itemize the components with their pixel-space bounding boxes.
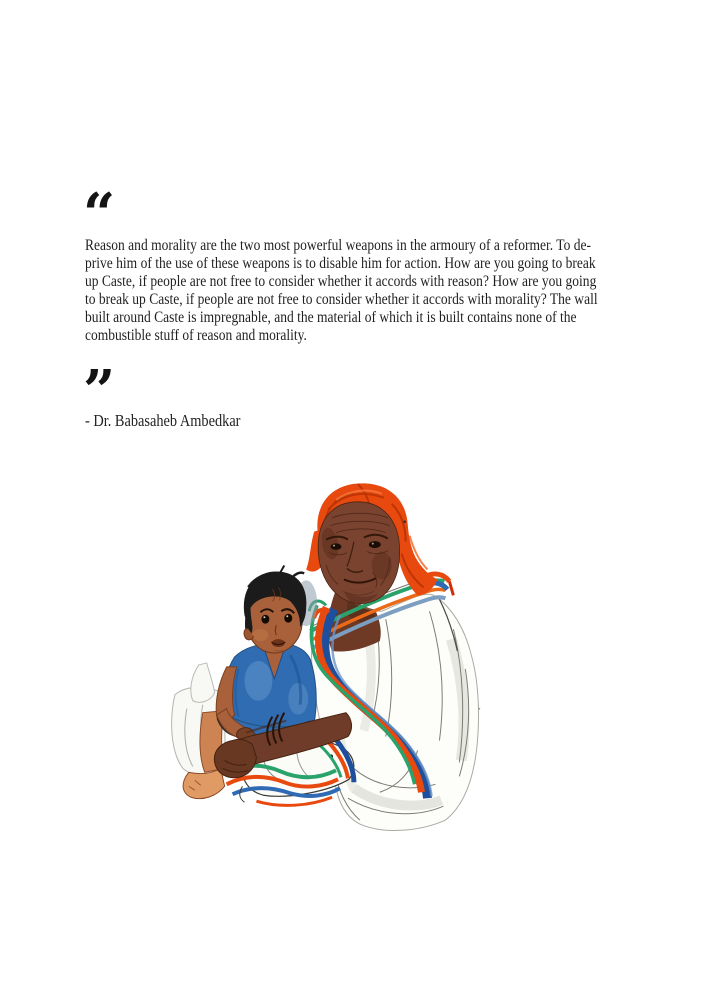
woman-and-child-illustration xyxy=(168,470,508,838)
woman-face xyxy=(318,502,400,604)
ink-speck xyxy=(403,520,406,523)
quote-attribution: - Dr. Babasaheb Ambedkar xyxy=(85,411,241,430)
quote-line: up Caste, if people are not free to consider whether it accords with reason? How are you going xyxy=(85,273,597,290)
ink-speck xyxy=(478,708,480,710)
quote-paragraph xyxy=(85,237,643,345)
quote-line: Reason and morality are the two most powerful weapons in the armoury of a reformer. To de- xyxy=(85,237,592,254)
open-quote-mark: “ xyxy=(83,181,114,247)
child-head xyxy=(244,565,317,653)
quote-line: prive him of the use of these weapons is to disable him for action. How are you going to break xyxy=(85,255,596,272)
watercolor-illustration-svg xyxy=(168,470,508,838)
close-quote-mark: ” xyxy=(83,358,114,424)
quote-line: to break up Caste, if people are not free to consider whether it accords with morality? The wall xyxy=(85,291,598,308)
quote-line: built around Caste is impregnable, and the material of which it is built contains none of the xyxy=(85,309,577,326)
quote-line: combustible stuff of reason and morality. xyxy=(85,327,307,344)
